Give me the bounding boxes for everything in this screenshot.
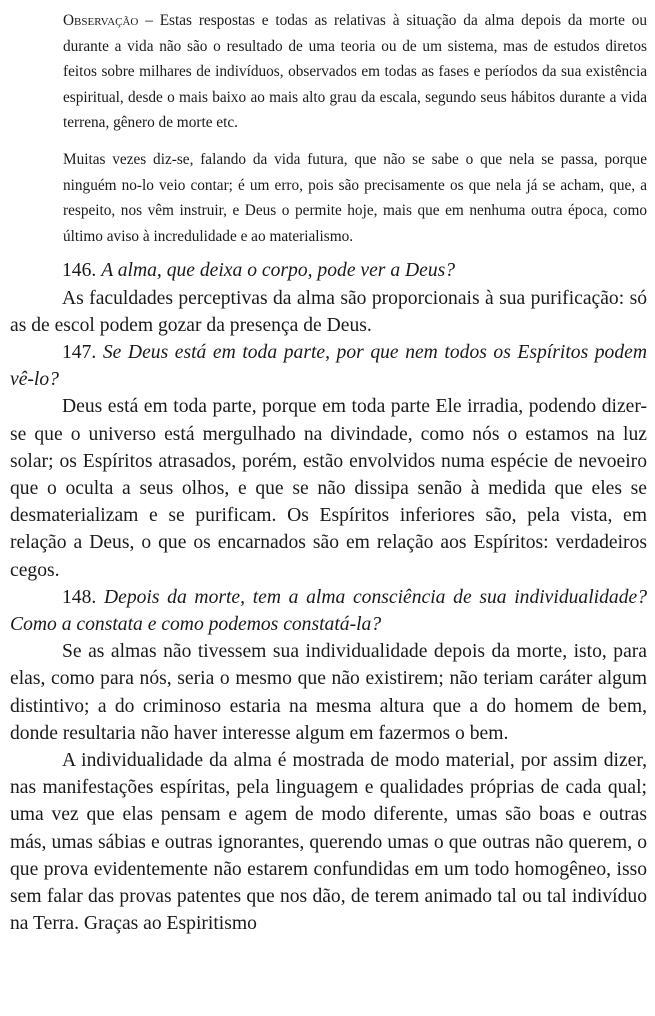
question-146 xyxy=(10,257,647,284)
main-text xyxy=(10,257,647,937)
question-text: Se Deus está em toda parte, por que nem todos os Espíritos podem vê-lo? xyxy=(10,341,647,391)
book-page xyxy=(10,8,647,937)
answer-146: As faculdades perceptivas da alma são proporcionais à sua purificação: só as de escol podem gozar da presença de Deus. xyxy=(10,287,647,336)
observation-label: Observação xyxy=(63,12,139,29)
question-147 xyxy=(10,339,647,393)
question-148 xyxy=(10,584,647,638)
question-number: 146. xyxy=(62,260,97,282)
question-number: 147. xyxy=(62,341,97,363)
observation-text: – Estas respostas e todas as relativas à situação da alma depois da morte ou durante a vida não são o resultado de uma teoria ou de um sistema, mas de estudos diretos feitos sobre milhares de indivíduos, observados em todas as fases e períodos da sua existência espiritual, desde o mais baixo ao mais alto grau da escala, segundo seus hábitos durante a vida terrena, gênero de morte etc. xyxy=(63,12,647,132)
question-text: Depois da morte, tem a alma consciência de sua individualidade? Como a constata e como podemos constatá-la? xyxy=(10,586,647,635)
answer-147: Deus está em toda parte, porque em toda parte Ele irradia, podendo dizer-se que o universo está mergulhado na divindade, como nós o estamos na luz solar; os Espíritos atrasados, porém, estão envolvidos numa espécie de nevoeiro que o oculta a seus olhos, e que se não dissipa senão à medida que eles se desmaterializam e se purificam. Os Espíritos inferiores são, pela vista, em relação a Deus, o que os encarnados são em relação aos Espíritos: verdadeiros cegos. xyxy=(10,396,647,581)
observation-paragraph xyxy=(63,8,647,136)
observation-note xyxy=(10,8,647,249)
question-text: A alma, que deixa o corpo, pode ver a Deus? xyxy=(101,260,456,282)
question-number: 148. xyxy=(62,586,97,608)
observation-paragraph-2: Muitas vezes diz-se, falando da vida futura, que não se sabe o que nela se passa, porque ninguém no-lo veio contar; é um erro, pois são precisamente os que nela já se acham, que, a respeito, nos vêm instruir, e Deus o permite hoje, mais que em nenhuma outra época, como último aviso à incredulidade e ao materialismo. xyxy=(63,150,647,245)
answer-148-part-1: Se as almas não tivessem sua individualidade depois da morte, isto, para elas, como para nós, seria o mesmo que não existirem; não teriam caráter algum distintivo; a do criminoso estaria na mesma altura que a do homem de bem, donde resultaria não haver interesse algum em fazermos o bem. xyxy=(10,641,647,744)
answer-148-part-2: A individualidade da alma é mostrada de modo material, por assim dizer, nas manifestações espíritas, pela linguagem e qualidades próprias de cada qual; uma vez que elas pensam e agem de modo diferente, umas são boas e outras más, umas sábias e outras ignorantes, querendo umas o que outras não querem, o que prova evidentemente não estarem confundidas em um todo homogêneo, isso sem falar das provas patentes que nos dão, de terem animado tal ou tal indivíduo na Terra. Graças ao Espiritismo xyxy=(10,750,647,935)
